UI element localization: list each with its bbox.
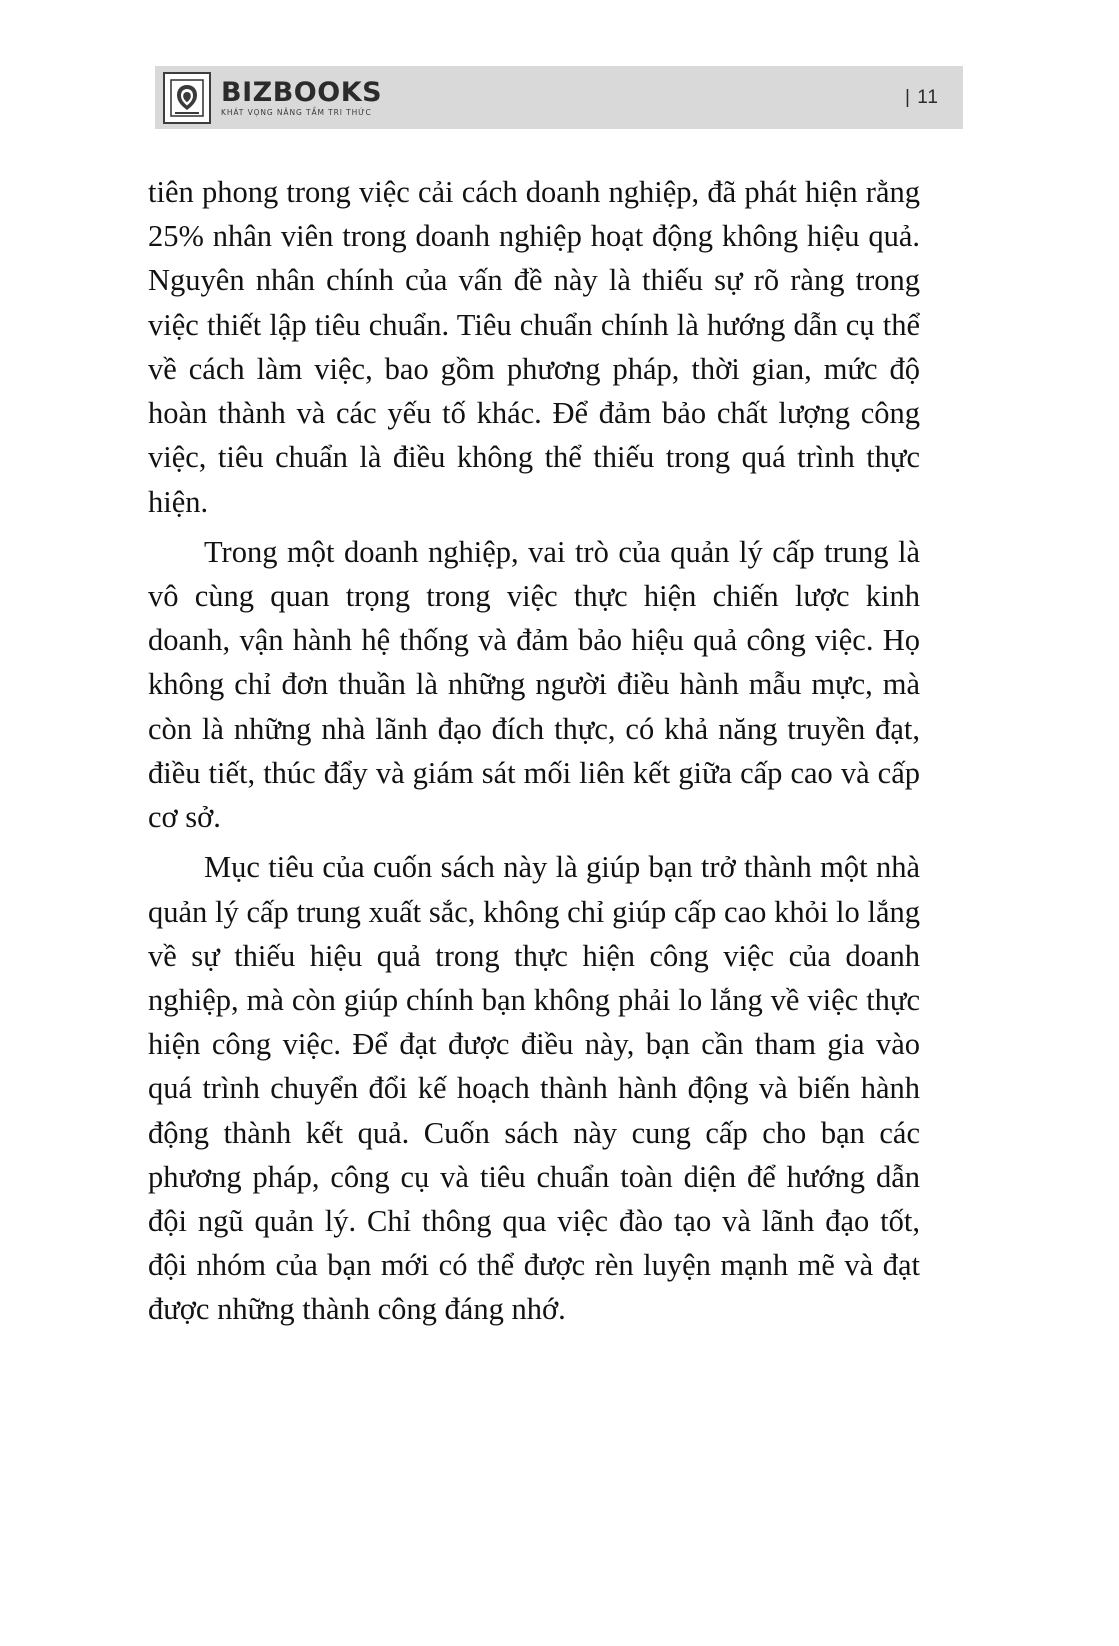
brand-tagline: KHÁT VỌNG NÂNG TẦM TRI THỨC [221, 107, 372, 117]
paragraph: Trong một doanh nghiệp, vai trò của quản lý cấp trung là vô cùng quan trọng trong việc thực hiện chiến lược kinh doanh, vận hành hệ thống và đảm bảo hiệu quả công việc. Họ không chỉ đơn thuần là những người điều hành mẫu mực, mà còn là những nhà lãnh đạo đích thực, có khả năng truyền đạt, điều tiết, thúc đẩy và giám sát mối liên kết giữa cấp cao và cấp cơ sở. [148, 534, 920, 835]
body-content [148, 170, 920, 1332]
paragraph: Mục tiêu của cuốn sách này là giúp bạn trở thành một nhà quản lý cấp trung xuất sắc, không chỉ giúp cấp cao khỏi lo lắng về sự thiếu hiệu quả trong thực hiện công việc của doanh nghiệp, mà còn giúp chính bạn không phải lo lắng về việc thực hiện công việc. Để đạt được điều này, bạn cần tham gia vào quá trình chuyển đổi kế hoạch thành hành động và biến hành động thành kết quả. Cuốn sách này cung cấp cho bạn các phương pháp, công cụ và tiêu chuẩn toàn diện để hướng dẫn đội ngũ quản lý. Chỉ thông qua việc đào tạo và lãnh đạo tốt, đội nhóm của bạn mới có thể được rèn luyện mạnh mẽ và đạt được những thành công đáng nhớ. [148, 850, 920, 1327]
page-number: | 11 [905, 86, 939, 108]
book-emblem-icon [163, 72, 211, 124]
page-header [155, 66, 963, 129]
paragraph: tiên phong trong việc cải cách doanh nghiệp, đã phát hiện rằng 25% nhân viên trong doanh nghiệp hoạt động không hiệu quả. Nguyên nhân chính của vấn đề này là thiếu sự rõ ràng trong việc thiết lập tiêu chuẩn. Tiêu chuẩn chính là hướng dẫn cụ thể về cách làm việc, bao gồm phương pháp, thời gian, mức độ hoàn thành và các yếu tố khác. Để đảm bảo chất lượng công việc, tiêu chuẩn là điều không thể thiếu trong quá trình thực hiện. [148, 175, 920, 519]
brand-name: BIZBOOKS [221, 76, 383, 108]
publisher-logo [155, 66, 382, 129]
